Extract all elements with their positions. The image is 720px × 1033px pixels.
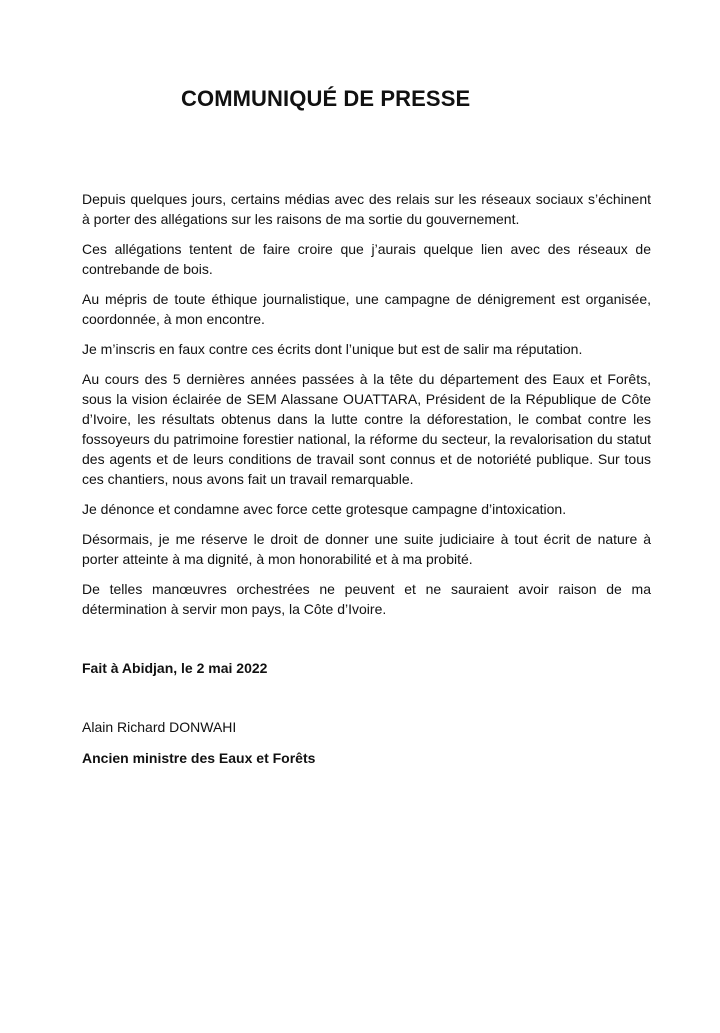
paragraph-7: Désormais, je me réserve le droit de donner une suite judiciaire à tout écrit de nature à porter atteinte à ma dignité, à mon honorabilité et à ma probité.	[82, 531, 651, 567]
paragraph-1: Depuis quelques jours, certains médias avec des relais sur les réseaux sociaux s’échinent à porter des allégations sur les raisons de ma sortie du gouvernement.	[82, 191, 651, 227]
paragraph-5: Au cours des 5 dernières années passées à la tête du département des Eaux et Forêts, sous la vision éclairée de SEM Alassane OUATTARA, Président de la République de Côte d’Ivoire, les résultats obtenus dans la lutte contre la déforestation, le combat contre les fossoyeurs du patrimoine forestier national, la réforme du secteur, la revalorisation du statut des agents et de leurs conditions de travail sont connus et de notoriété publique. Sur tous ces chantiers, nous avons fait un travail remarquable.	[82, 371, 651, 487]
paragraph-4: Je m’inscris en faux contre ces écrits dont l’unique but est de salir ma réputation.	[82, 341, 583, 357]
signer-role: Ancien ministre des Eaux et Forêts	[82, 750, 316, 766]
date-line: Fait à Abidjan, le 2 mai 2022	[82, 660, 268, 676]
paragraph-3: Au mépris de toute éthique journalistique, une campagne de dénigrement est organisée, coordonnée, à mon encontre.	[82, 291, 651, 327]
paragraph-8: De telles manœuvres orchestrées ne peuvent et ne sauraient avoir raison de ma détermination à servir mon pays, la Côte d’Ivoire.	[82, 581, 651, 617]
signer-name: Alain Richard DONWAHI	[82, 719, 237, 735]
paragraph-2: Ces allégations tentent de faire croire que j’aurais quelque lien avec des réseaux de contrebande de bois.	[82, 241, 651, 277]
document-body	[82, 189, 651, 629]
paragraph-6: Je dénonce et condamne avec force cette grotesque campagne d’intoxication.	[82, 501, 567, 517]
document-title: COMMUNIQUÉ DE PRESSE	[181, 86, 471, 111]
